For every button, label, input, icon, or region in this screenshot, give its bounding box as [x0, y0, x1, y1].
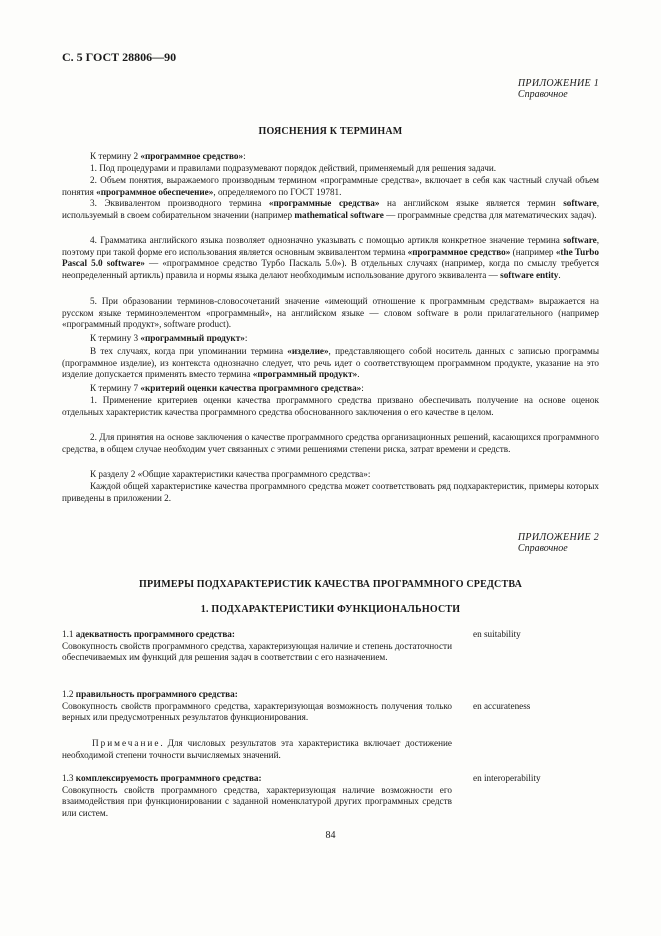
appendix-2-subtitle: Справочное [517, 543, 568, 554]
paragraph [62, 175, 599, 198]
text: К термину 3 [90, 333, 141, 343]
appendix-2-title: ПРИЛОЖЕНИЕ 2 [517, 532, 599, 543]
text: на английском языке является термин [379, 198, 564, 208]
term-number: 1.2 [62, 689, 76, 699]
term-entry [62, 629, 599, 664]
paragraph [62, 346, 599, 381]
text: (например [510, 246, 556, 257]
term-bold: software entity [500, 270, 559, 281]
page-number: 84 [325, 830, 336, 841]
term-bold: mathematical software [294, 209, 384, 220]
term-bold: «программное средство» [407, 246, 511, 257]
term-bold: «критерий оценки качества программного средства» [140, 383, 362, 393]
term-bold: «программные средства» [268, 198, 380, 208]
paragraph: К разделу 2 «Общие характеристики качества программного средства»: [90, 469, 371, 479]
text: , представляющего собой носитель данных с записью программы (программное изделие), из контекста однозначно следует, что речь идет о соответствующем программном продукте, указание на это изделие допускается применять вместо термина [62, 346, 599, 380]
term-body [62, 689, 452, 724]
term-english: en interoperability [473, 773, 541, 783]
text: К термину 7 [90, 383, 141, 393]
paragraph [62, 333, 599, 345]
term-body [62, 773, 452, 820]
paragraph: 1. Применение критериев оценки качества программного средства призвано обеспечивать получение на основе оценок отдельных характеристик качества программного средства обоснованного заключения о его качестве в целом. [62, 395, 599, 417]
term-number: 1.3 [62, 773, 76, 783]
appendix-1-title: ПРИЛОЖЕНИЕ 1 [517, 78, 599, 89]
paragraph [62, 151, 599, 163]
term-bold: «программное средство» [140, 151, 244, 161]
term-number: 1.1 [62, 629, 76, 639]
text: 2. Объем понятия, выражаемого производным термином «программные средства», включает в себя как частный случай объем понятия [62, 175, 599, 197]
term-bold: «программный продукт» [140, 333, 245, 343]
term-body [62, 629, 452, 664]
text: : [243, 151, 246, 161]
paragraph: 2. Для принятия на основе заключения о качестве программного средства организационных решений, касающихся программного средства, в общем случае необходим учет связанных с этими решениями степени риска, затрат времени и средств. [62, 432, 599, 454]
text: В тех случаях, когда при упоминании термина [90, 346, 288, 356]
text: , используемый в своем собирательном значении (например [62, 198, 599, 220]
text: 4. Грамматика английского языка позволяет однозначно указывать с помощью артикля конкретное значение термина [90, 235, 564, 245]
term-entry [62, 773, 599, 820]
paragraph [62, 235, 599, 282]
text: К термину 2 [90, 151, 141, 161]
section-1-title: 1. ПОДХАРАКТЕРИСТИКИ ФУНКЦИОНАЛЬНОСТИ [200, 604, 461, 615]
term-name: комплексируемость программного средства: [75, 773, 262, 783]
term-bold: «программное обеспечение» [96, 186, 214, 197]
term-definition: Совокупность свойств программного средства, характеризующая возможность получения только верных или предусмотренных результатов функционирования. [62, 700, 452, 723]
term-name: правильность программного средства: [75, 689, 238, 699]
paragraph: 5. При образовании терминов-словосочетаний значение «имеющий отношение к программным средствам» выражается на русском языке терминоэлементом «программный», на английском языке — словом software в роли прилагательного (например «программный продукт», software product). [62, 296, 599, 330]
appendix-1-label [518, 78, 599, 100]
term-bold: software [563, 198, 597, 208]
note [62, 738, 452, 761]
term-definition: Совокупность свойств программного средства, характеризующая наличие и степень достаточности обеспечиваемых им функций для решения задач в соответствии с его назначением. [62, 640, 452, 663]
term-english: en suitability [473, 629, 521, 639]
appendix-2-label [518, 532, 599, 554]
text: — «программное средство Турбо Паскаль 5.0»). В отдельных случаях (например, когда по смыслу требуется неопределенный артикль) правила и нормы языка делают необходимым использование другого эквивалента — [62, 258, 599, 281]
paragraph: Каждой общей характеристике качества программного средства может соответствовать ряд подхарактеристик, примеры которых приведены в приложении 2. [62, 481, 599, 503]
note-label: Примечание [92, 738, 161, 748]
text: — программные средства для математических задач). [383, 209, 597, 220]
explanations-title: ПОЯСНЕНИЯ К ТЕРМИНАМ [258, 126, 403, 137]
term-bold: software [563, 235, 597, 245]
text: . [357, 369, 360, 380]
paragraph [62, 198, 599, 221]
note-text: . Для числовых результатов эта характеристика включает достижение необходимой степени точности вычисляемых значений. [62, 738, 452, 760]
term-english: en accurateness [473, 701, 531, 711]
paragraph [62, 383, 599, 395]
text: : [361, 383, 364, 393]
examples-title: ПРИМЕРЫ ПОДХАРАКТЕРИСТИК КАЧЕСТВА ПРОГРАММНОГО СРЕДСТВА [138, 579, 523, 590]
text: : [244, 333, 248, 343]
text: , определяемого по ГОСТ 19781. [213, 186, 342, 197]
term-definition: Совокупность свойств программного средства, характеризующая наличие возможности его взаимодействия при функционировании с заданной номенклатурой других программных средств или систем. [62, 784, 452, 819]
page-header: С. 5 ГОСТ 28806—90 [62, 50, 177, 64]
text: . [558, 270, 561, 281]
term-entry [62, 689, 599, 724]
term-bold: «the Turbo Pascal 5.0 software» [62, 246, 599, 269]
text: 3. Эквивалентом производного термина [90, 198, 269, 208]
text: , поэтому при такой форме его использования является основным эквивалентом термина [62, 235, 599, 257]
term-bold: «программный продукт» [252, 369, 358, 380]
term-bold: «изделие» [287, 346, 329, 356]
term-name: адекватность программного средства: [75, 629, 235, 639]
paragraph: 1. Под процедурами и правилами подразумевают порядок действий, применяемый для решения задачи. [90, 163, 497, 173]
appendix-1-subtitle: Справочное [517, 89, 568, 100]
